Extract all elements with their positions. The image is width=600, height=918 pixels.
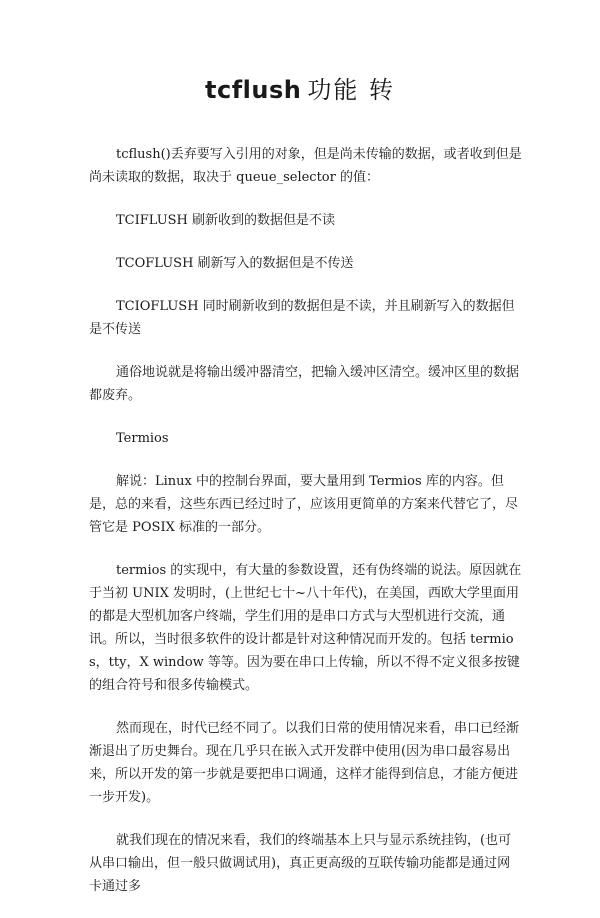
paragraph-tcoflush: TCOFLUSH 刷新写入的数据但是不传送 [116, 256, 354, 271]
paragraph-termios-heading: Termios [116, 431, 169, 446]
page-title-command: tcflush [205, 76, 302, 104]
paragraph-terminal-today: 就我们现在的情况来看，我们的终端基本上只与显示系统挂钩，(也可从串口输出，但一般只做调试用)，真正更高级的互联传输功能都是通过网卡通过多 [89, 833, 512, 894]
document-body [89, 143, 523, 918]
paragraph-tcflush-intro: tcflush()丢弃要写入引用的对象，但是尚未传输的数据，或者收到但是尚未读取的数据，取决于 queue_selector 的值： [89, 147, 522, 185]
paragraph-termios-history: termios 的实现中，有大量的参数设置，还有伪终端的说法。原因就在于当初 UNIX 发明时，(上世纪七十~八十年代)，在美国，西欧大学里面用的都是大型机加客户终端，学生们用的是串口方式与大型机进行交流，通讯。所以，当时很多软件的设计都是针对这种情况而开发的。包括 termios，tty，X window 等等。因为要在串口上传输，所以不得不定义很多按键的组合符号和很多传输模式。 [89, 563, 522, 693]
page-title-suffix: 功能 转 [307, 76, 395, 104]
page-title [0, 74, 600, 106]
paragraph-plain-explanation: 通俗地说就是将输出缓冲器清空，把输入缓冲区清空。缓冲区里的数据都废弃。 [89, 365, 520, 403]
paragraph-serial-decline: 然而现在，时代已经不同了。以我们日常的使用情况来看，串口已经渐渐退出了历史舞台。现在几乎只在嵌入式开发群中使用(因为串口最容易出来，所以开发的第一步就是要把串口调通，这样才能得到信息，才能方便进一步开发)。 [89, 721, 520, 805]
paragraph-tciflush: TCIFLUSH 刷新收到的数据但是不读 [116, 213, 336, 228]
paragraph-termios-commentary: 解说：Linux 中的控制台界面，要大量用到 Termios 库的内容。但是，总的来看，这些东西已经过时了，应该用更简单的方案来代替它了，尽管它是 POSIX 标准的一部分。 [89, 474, 519, 535]
paragraph-tcioflush: TCIOFLUSH 同时刷新收到的数据但是不读，并且刷新写入的数据但是不传送 [89, 299, 515, 337]
